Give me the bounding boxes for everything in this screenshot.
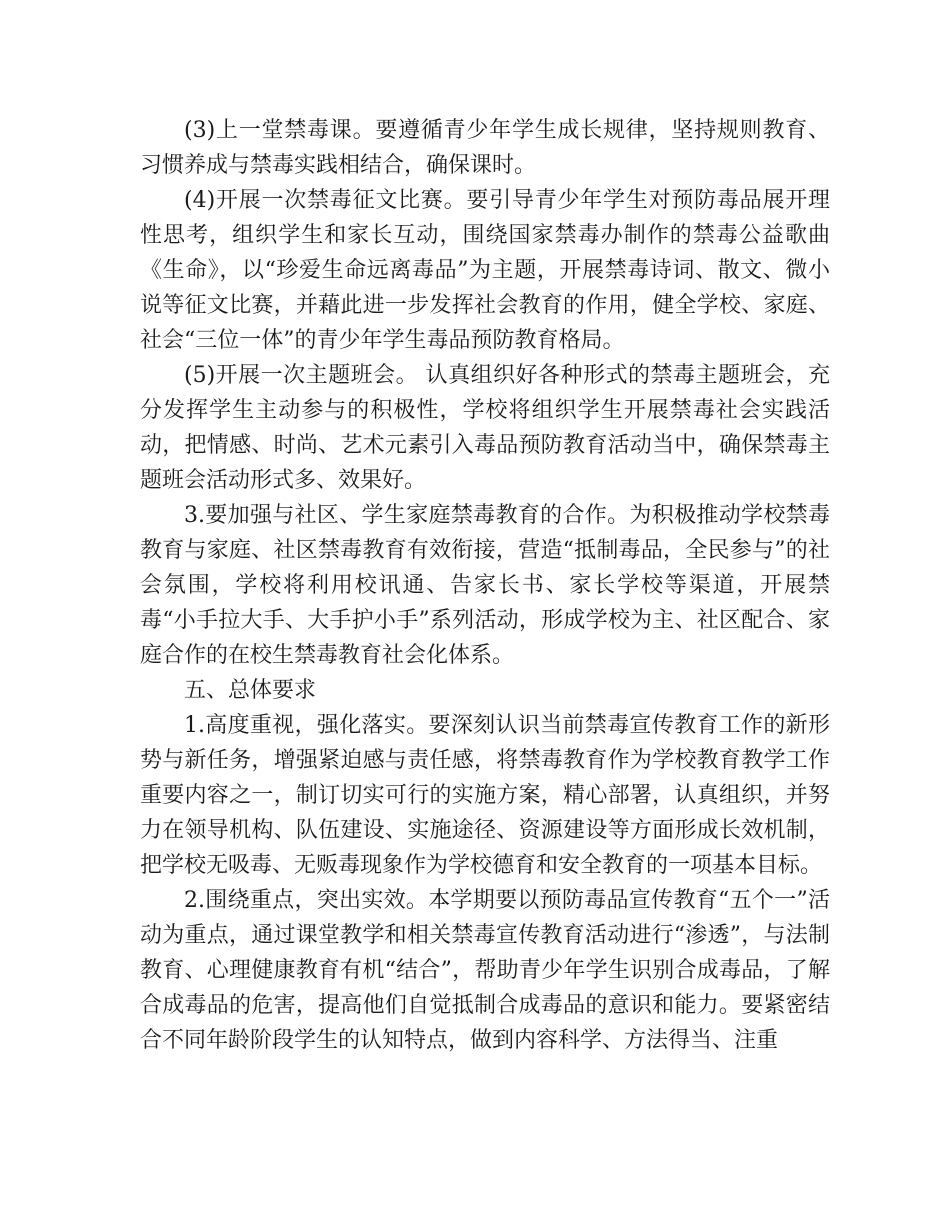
section-heading-general-requirements: 五、总体要求 bbox=[184, 678, 317, 703]
paragraph-item-4-essay-contest: (4)开展一次禁毒征文比赛。要引导青少年学生对预防毒品展开理性思考，组织学生和家长互动，围绕国家禁毒办制作的禁毒公益歌曲《生命》，以“珍爱生命远离毒品”为主题，开展禁毒诗词、散文、微小说等征文比赛，并藉此进一步发挥社会教育的作用，健全学校、家庭、社会“三位一体”的青少年学生毒品预防教育格局。 bbox=[140, 188, 830, 353]
paragraph-community-cooperation: 3.要加强与社区、学生家庭禁毒教育的合作。为积极推动学校禁毒教育与家庭、社区禁毒教育有效衔接，营造“抵制毒品，全民参与”的社会氛围，学校将利用校讯通、告家长书、家长学校等渠道，开展禁毒“小手拉大手、大手护小手”系列活动，形成学校为主、社区配合、家庭合作的在校生禁毒教育社会化体系。 bbox=[140, 503, 830, 668]
paragraph-requirement-2: 2.围绕重点，突出实效。本学期要以预防毒品宣传教育“五个一”活动为重点，通过课堂教学和相关禁毒宣传教育活动进行“渗透”，与法制教育、心理健康教育有机“结合”，帮助青少年学生识别合成毒品，了解合成毒品的危害，提高他们自觉抵制合成毒品的意识和能力。要紧密结合不同年龄阶段学生的认知特点，做到内容科学、方法得当、注重 bbox=[140, 888, 830, 1053]
paragraph-item-5-class-meeting: (5)开展一次主题班会。 认真组织好各种形式的禁毒主题班会，充分发挥学生主动参与的积极性，学校将组织学生开展禁毒社会实践活动，把情感、时尚、艺术元素引入毒品预防教育活动当中，确保禁毒主题班会活动形式多、效果好。 bbox=[140, 363, 830, 493]
paragraph-requirement-1: 1.高度重视，强化落实。要深刻认识当前禁毒宣传教育工作的新形势与新任务，增强紧迫感与责任感，将禁毒教育作为学校教育教学工作重要内容之一，制订切实可行的实施方案，精心部署，认真组织，并努力在领导机构、队伍建设、实施途径、资源建设等方面形成长效机制，把学校无吸毒、无贩毒现象作为学校德育和安全教育的一项基本目标。 bbox=[140, 713, 830, 878]
document-body bbox=[140, 113, 830, 1058]
paragraph-item-3-class: (3)上一堂禁毒课。要遵循青少年学生成长规律，坚持规则教育、习惯养成与禁毒实践相结合，确保课时。 bbox=[140, 118, 830, 178]
